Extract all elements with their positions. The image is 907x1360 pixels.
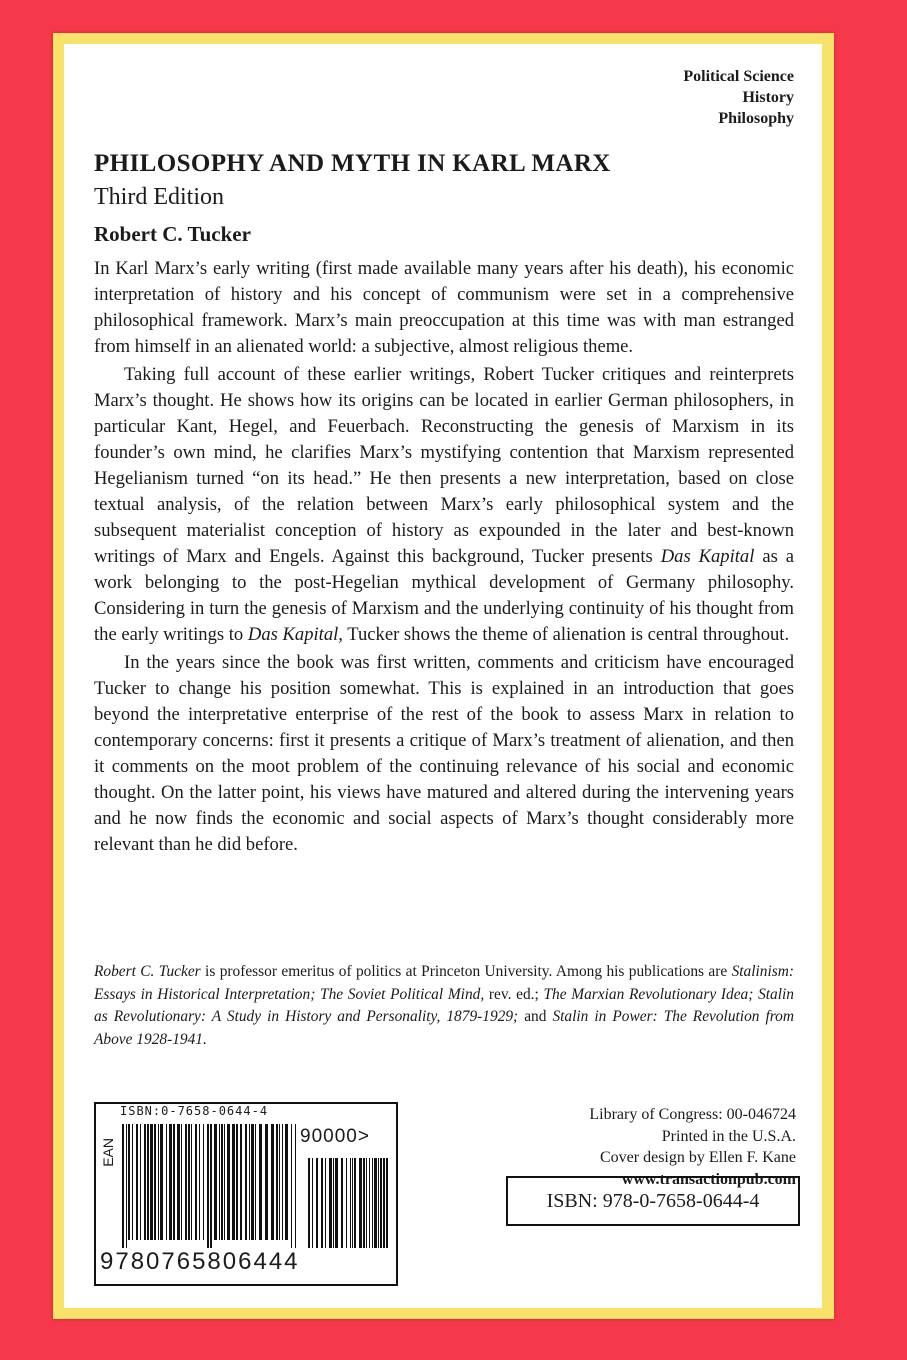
barcode-bar xyxy=(245,1124,247,1240)
barcode-bar xyxy=(158,1124,159,1240)
library-of-congress: Library of Congress: 00-046724 xyxy=(589,1106,796,1123)
barcode-addon-bar xyxy=(341,1158,343,1248)
barcode-addon-bar xyxy=(335,1158,338,1248)
barcode-bar xyxy=(160,1124,163,1240)
description-text xyxy=(94,256,794,860)
author-bio xyxy=(94,961,794,1051)
barcode-isbn-text: ISBN:0-7658-0644-4 xyxy=(120,1104,269,1118)
barcode-addon-bar xyxy=(359,1158,362,1248)
barcode-bar xyxy=(140,1124,141,1240)
barcode-bar xyxy=(221,1124,223,1240)
barcode-addon-bar xyxy=(380,1158,382,1248)
barcode-bar xyxy=(199,1124,200,1240)
barcode-addon-bar xyxy=(378,1158,379,1248)
barcode-bar xyxy=(219,1124,220,1240)
barcode-bar xyxy=(195,1124,197,1240)
paragraph-3: In the years since the book was first written, comments and criticism have encouraged Tucker to change his position somewhat. This is explained in an introduction that goes beyond the interpretative enterprise of the rest of the book to assess Marx in relation to contemporary concerns: first it presents a critique of Marx’s treatment of alienation, and then it comments on the moot problem of the continuing relevance of his social and economic thought. On the latter point, his views have matured and altered during the intervening years and he now finds the economic and social aspects of Marx’s thought considerably more relevant than he did before. xyxy=(94,652,794,855)
subject-categories xyxy=(683,66,794,129)
edition-label: Third Edition xyxy=(94,184,224,210)
back-cover-page xyxy=(64,44,822,1308)
barcode-addon-bar xyxy=(354,1158,356,1248)
barcode-bar xyxy=(255,1124,256,1240)
barcode-addon-bar xyxy=(369,1158,370,1248)
barcode-bar xyxy=(207,1124,209,1248)
barcode-bar xyxy=(224,1124,225,1240)
barcode-bar xyxy=(144,1124,146,1240)
barcode-bar xyxy=(210,1124,212,1248)
barcode-addon-bar xyxy=(386,1158,388,1248)
author-name: Robert C. Tucker xyxy=(94,222,251,246)
barcode-addon-bar xyxy=(308,1158,310,1248)
cover-design-credit: Cover design by Ellen F. Kane xyxy=(599,1149,796,1166)
bio-text-3: and xyxy=(518,1008,553,1025)
bio-books-2: The Marxian Revolutionary Idea; Stalin as Revolutionary: A Study in History and Personality, 1879-1929; xyxy=(94,985,794,1025)
barcode-bar xyxy=(214,1124,217,1240)
barcode-bar xyxy=(154,1124,156,1240)
barcode-bar xyxy=(191,1124,192,1240)
barcode-bar xyxy=(279,1124,280,1240)
bio-text-1: is professor emeritus of politics at Princeton University. Among his publications are xyxy=(200,963,732,980)
barcode-bar xyxy=(203,1124,204,1240)
barcode-bar xyxy=(181,1124,182,1240)
barcode-bar xyxy=(236,1124,238,1240)
barcode-bar xyxy=(259,1124,262,1240)
barcode-addon-bar xyxy=(363,1158,365,1248)
barcode-addon-bar xyxy=(321,1158,323,1248)
barcode-bar xyxy=(291,1124,292,1248)
barcode-bar xyxy=(147,1124,149,1240)
barcode-bar xyxy=(276,1124,278,1240)
paragraph-2-part-a: Taking full account of these earlier writings, Robert Tucker critiques and reinterprets Marx’s thought. He shows how its origins can be located in earlier German philosophers, in particular Kant, Hegel, and Feuerbach. Reconstructing the genesis of Marxism in its founder’s own mind, he clarifies Marx’s mystifying contention that Marxism represented Hegelianism turned “on its head.” He then presents a new interpretation, based on close textual analysis, of the relation between Marx’s early philosophical system and the subsequent materialist conception of history as expounded in the later and best-known writings of Marx and Engels. Against this background, Tucker presents xyxy=(94,364,794,567)
barcode-bar xyxy=(177,1124,180,1240)
book-title: PHILOSOPHY AND MYTH IN KARL MARX xyxy=(94,150,611,177)
barcode-addon-bar xyxy=(312,1158,313,1248)
barcode-addon-bar xyxy=(383,1158,385,1248)
isbn-box: ISBN: 978-0-7658-0644-4 xyxy=(506,1176,800,1226)
barcode-addon-bar xyxy=(346,1158,347,1248)
barcode-bar xyxy=(166,1124,167,1240)
barcode-bar xyxy=(232,1124,235,1240)
barcode-bar xyxy=(249,1124,250,1240)
barcode-bar xyxy=(282,1124,283,1240)
barcode-bar xyxy=(136,1124,138,1240)
category-philosophy: Philosophy xyxy=(718,110,794,127)
barcode-addon-bar xyxy=(316,1158,318,1248)
barcode-ean-label: EAN xyxy=(100,1138,116,1167)
paragraph-2 xyxy=(94,362,794,648)
bio-books-3: Stalin in Power: The Revolution from Above 1928-1941. xyxy=(94,1008,794,1048)
barcode-bar xyxy=(227,1124,230,1240)
barcode-bar xyxy=(251,1124,254,1240)
barcode-addon-bar xyxy=(366,1158,367,1248)
barcode-addon-bar xyxy=(352,1158,353,1248)
barcode-bar xyxy=(265,1124,268,1240)
barcode-addon-bar xyxy=(374,1158,377,1248)
barcode-bar xyxy=(185,1124,187,1240)
barcode-bar xyxy=(122,1124,124,1248)
barcode-addon-bar xyxy=(329,1158,332,1248)
bio-books-1: Stalinism: Essays in Historical Interpretation; The Soviet Political Mind, xyxy=(94,963,794,1003)
barcode-digits: 9780765806444 xyxy=(100,1248,300,1275)
barcode-addon-bar xyxy=(333,1158,334,1248)
bio-author-name: Robert C. Tucker xyxy=(94,963,201,980)
bio-text-2: rev. ed.; xyxy=(484,985,544,1003)
barcode-addon-bar xyxy=(372,1158,373,1248)
barcode-bar xyxy=(295,1124,296,1248)
barcode-bar xyxy=(240,1124,242,1240)
category-political-science: Political Science xyxy=(683,68,794,85)
barcode-bar xyxy=(188,1124,190,1240)
barcode-bar xyxy=(169,1124,172,1240)
barcode-bar xyxy=(128,1124,130,1240)
barcode-bar xyxy=(150,1124,153,1240)
paragraph-2-part-c: Tucker shows the theme of alienation is central throughout. xyxy=(342,624,790,645)
barcode-addon-code: 90000> xyxy=(300,1126,370,1147)
publisher-website: www.transactionpub.com xyxy=(621,1170,796,1188)
paragraph-2-part-b: as a work belonging to the post-Hegelian mythical development of Germany philosophy. Considering in turn the genesis of Marxism and the underlying continuity of his thought from the early writings to xyxy=(94,546,794,645)
barcode-bar xyxy=(126,1124,127,1248)
barcode-addon-bar xyxy=(350,1158,351,1248)
barcode-bar xyxy=(271,1124,274,1240)
paragraph-1: In Karl Marx’s early writing (first made available many years after his death), his economic interpretation of history and his concept of communism were set in a comprehensive philosophical framework. Marx’s main preoccupation at this time was with man estranged from himself in an alienated world: a subjective, almost religious theme. xyxy=(94,258,794,357)
barcode-bar xyxy=(285,1124,288,1240)
printed-in: Printed in the U.S.A. xyxy=(661,1127,796,1145)
category-history: History xyxy=(742,89,794,106)
das-kapital-title-2: Das Kapital, xyxy=(247,624,343,645)
barcode-addon-bar xyxy=(325,1158,326,1248)
das-kapital-title-1: Das Kapital xyxy=(660,546,755,567)
barcode-box xyxy=(94,1102,398,1286)
barcode-bar xyxy=(132,1124,133,1240)
barcode-bar xyxy=(173,1124,175,1240)
